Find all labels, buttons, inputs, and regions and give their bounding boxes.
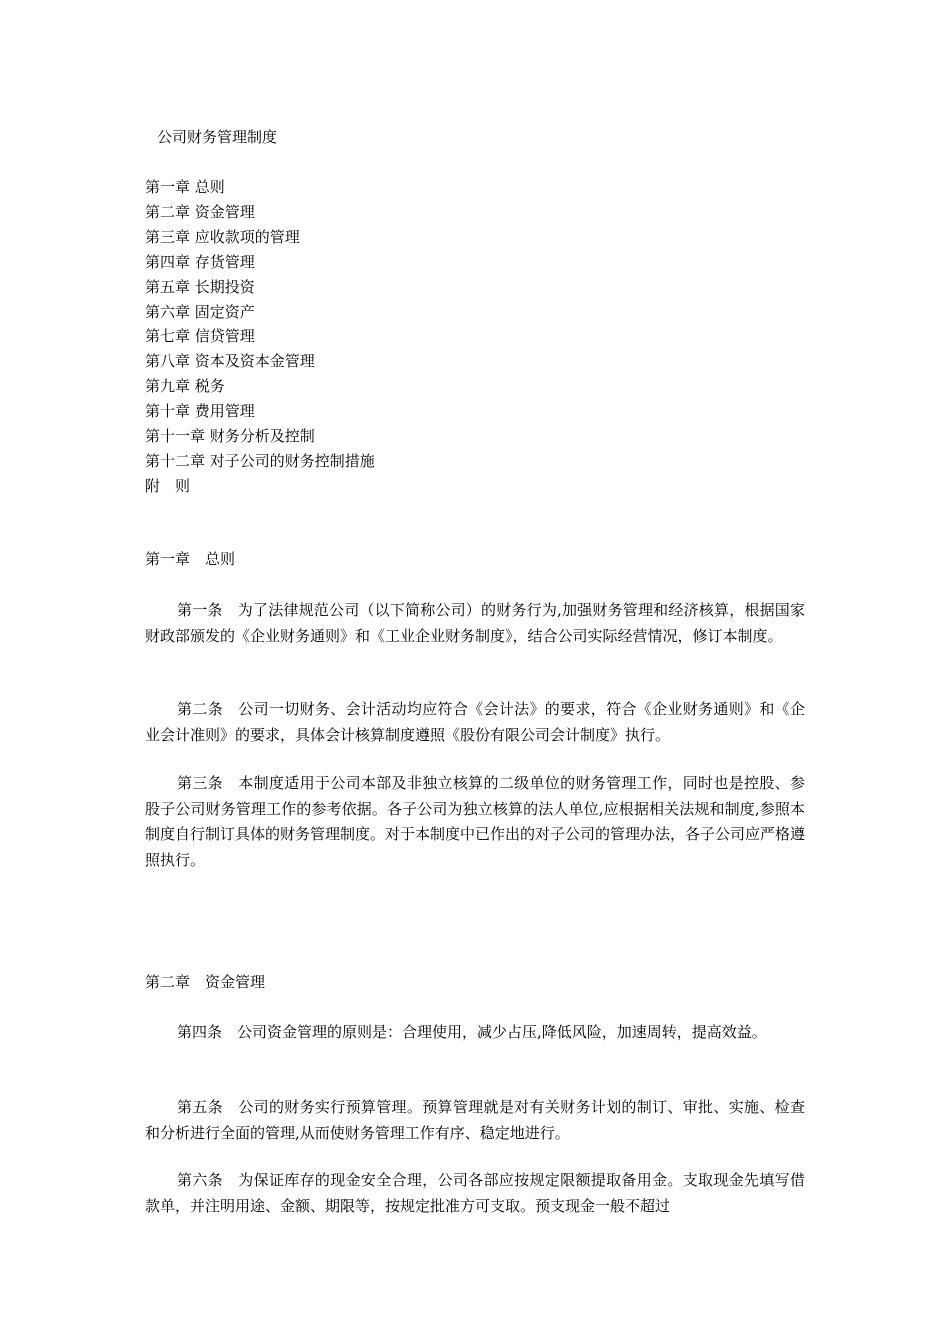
- toc-item: 附 则: [145, 476, 191, 495]
- toc-item: 第七章 信贷管理: [145, 327, 255, 346]
- article-2: 第二条 公司一切财务、会计活动均应符合《会计法》的要求，符合《企业财务通则》和《企业会计准则》的要求，具体会计核算制度遵照《股份有限公司会计制度》执行。: [145, 700, 805, 744]
- table-of-contents: [145, 175, 375, 499]
- toc-item: 第十二章 对子公司的财务控制措施: [145, 451, 375, 470]
- article-4: 第四条 公司资金管理的原则是：合理使用，减少占压,降低风险，加速周转，提高效益。: [177, 1023, 767, 1041]
- toc-item: 第一章 总则: [145, 178, 225, 196]
- toc-item: 第三章 应收款项的管理: [145, 227, 300, 246]
- toc-item: 第八章 资本及资本金管理: [145, 352, 315, 371]
- document-title: 公司财务管理制度: [157, 128, 278, 146]
- toc-item: 第十一章 财务分析及控制: [145, 427, 315, 446]
- toc-item: 第九章 税务: [145, 377, 225, 396]
- chapter-1-heading: 第一章 总则: [145, 550, 236, 568]
- toc-item: 第十章 费用管理: [145, 402, 255, 421]
- article-3: 第三条 本制度适用于公司本部及非独立核算的二级单位的财务管理工作，同时也是控股、参股子公司财务管理工作的参考依据。各子公司为独立核算的法人单位,应根据相关法规和制度,参照本制度自行制订具体的财务管理制度。对于本制度中已作出的对子公司的管理办法，各子公司应严格遵照执行。: [145, 774, 806, 869]
- article-5: 第五条 公司的财务实行预算管理。预算管理就是对有关财务计划的制订、审批、实施、检查和分析进行全面的管理,从而使财务管理工作有序、稳定地进行。: [145, 1098, 805, 1142]
- chapter-2-heading: 第二章 资金管理: [145, 973, 266, 991]
- toc-item: 第二章 资金管理: [145, 202, 255, 221]
- article-6: 第六条 为保证库存的现金安全合理，公司各部应按规定限额提取备用金。支取现金先填写借款单，并注明用途、金额、期限等，按规定批准方可支取。预支现金一般不超过: [145, 1171, 805, 1215]
- toc-item: 第四章 存货管理: [145, 252, 255, 271]
- toc-item: 第五章 长期投资: [145, 277, 255, 296]
- toc-item: 第六章 固定资产: [145, 302, 255, 321]
- article-1: 第一条 为了法律规范公司（以下简称公司）的财务行为,加强财务管理和经济核算，根据国家财政部颁发的《企业财务通则》和《工业企业财务制度》，结合公司实际经营情况，修订本制度。: [145, 601, 805, 645]
